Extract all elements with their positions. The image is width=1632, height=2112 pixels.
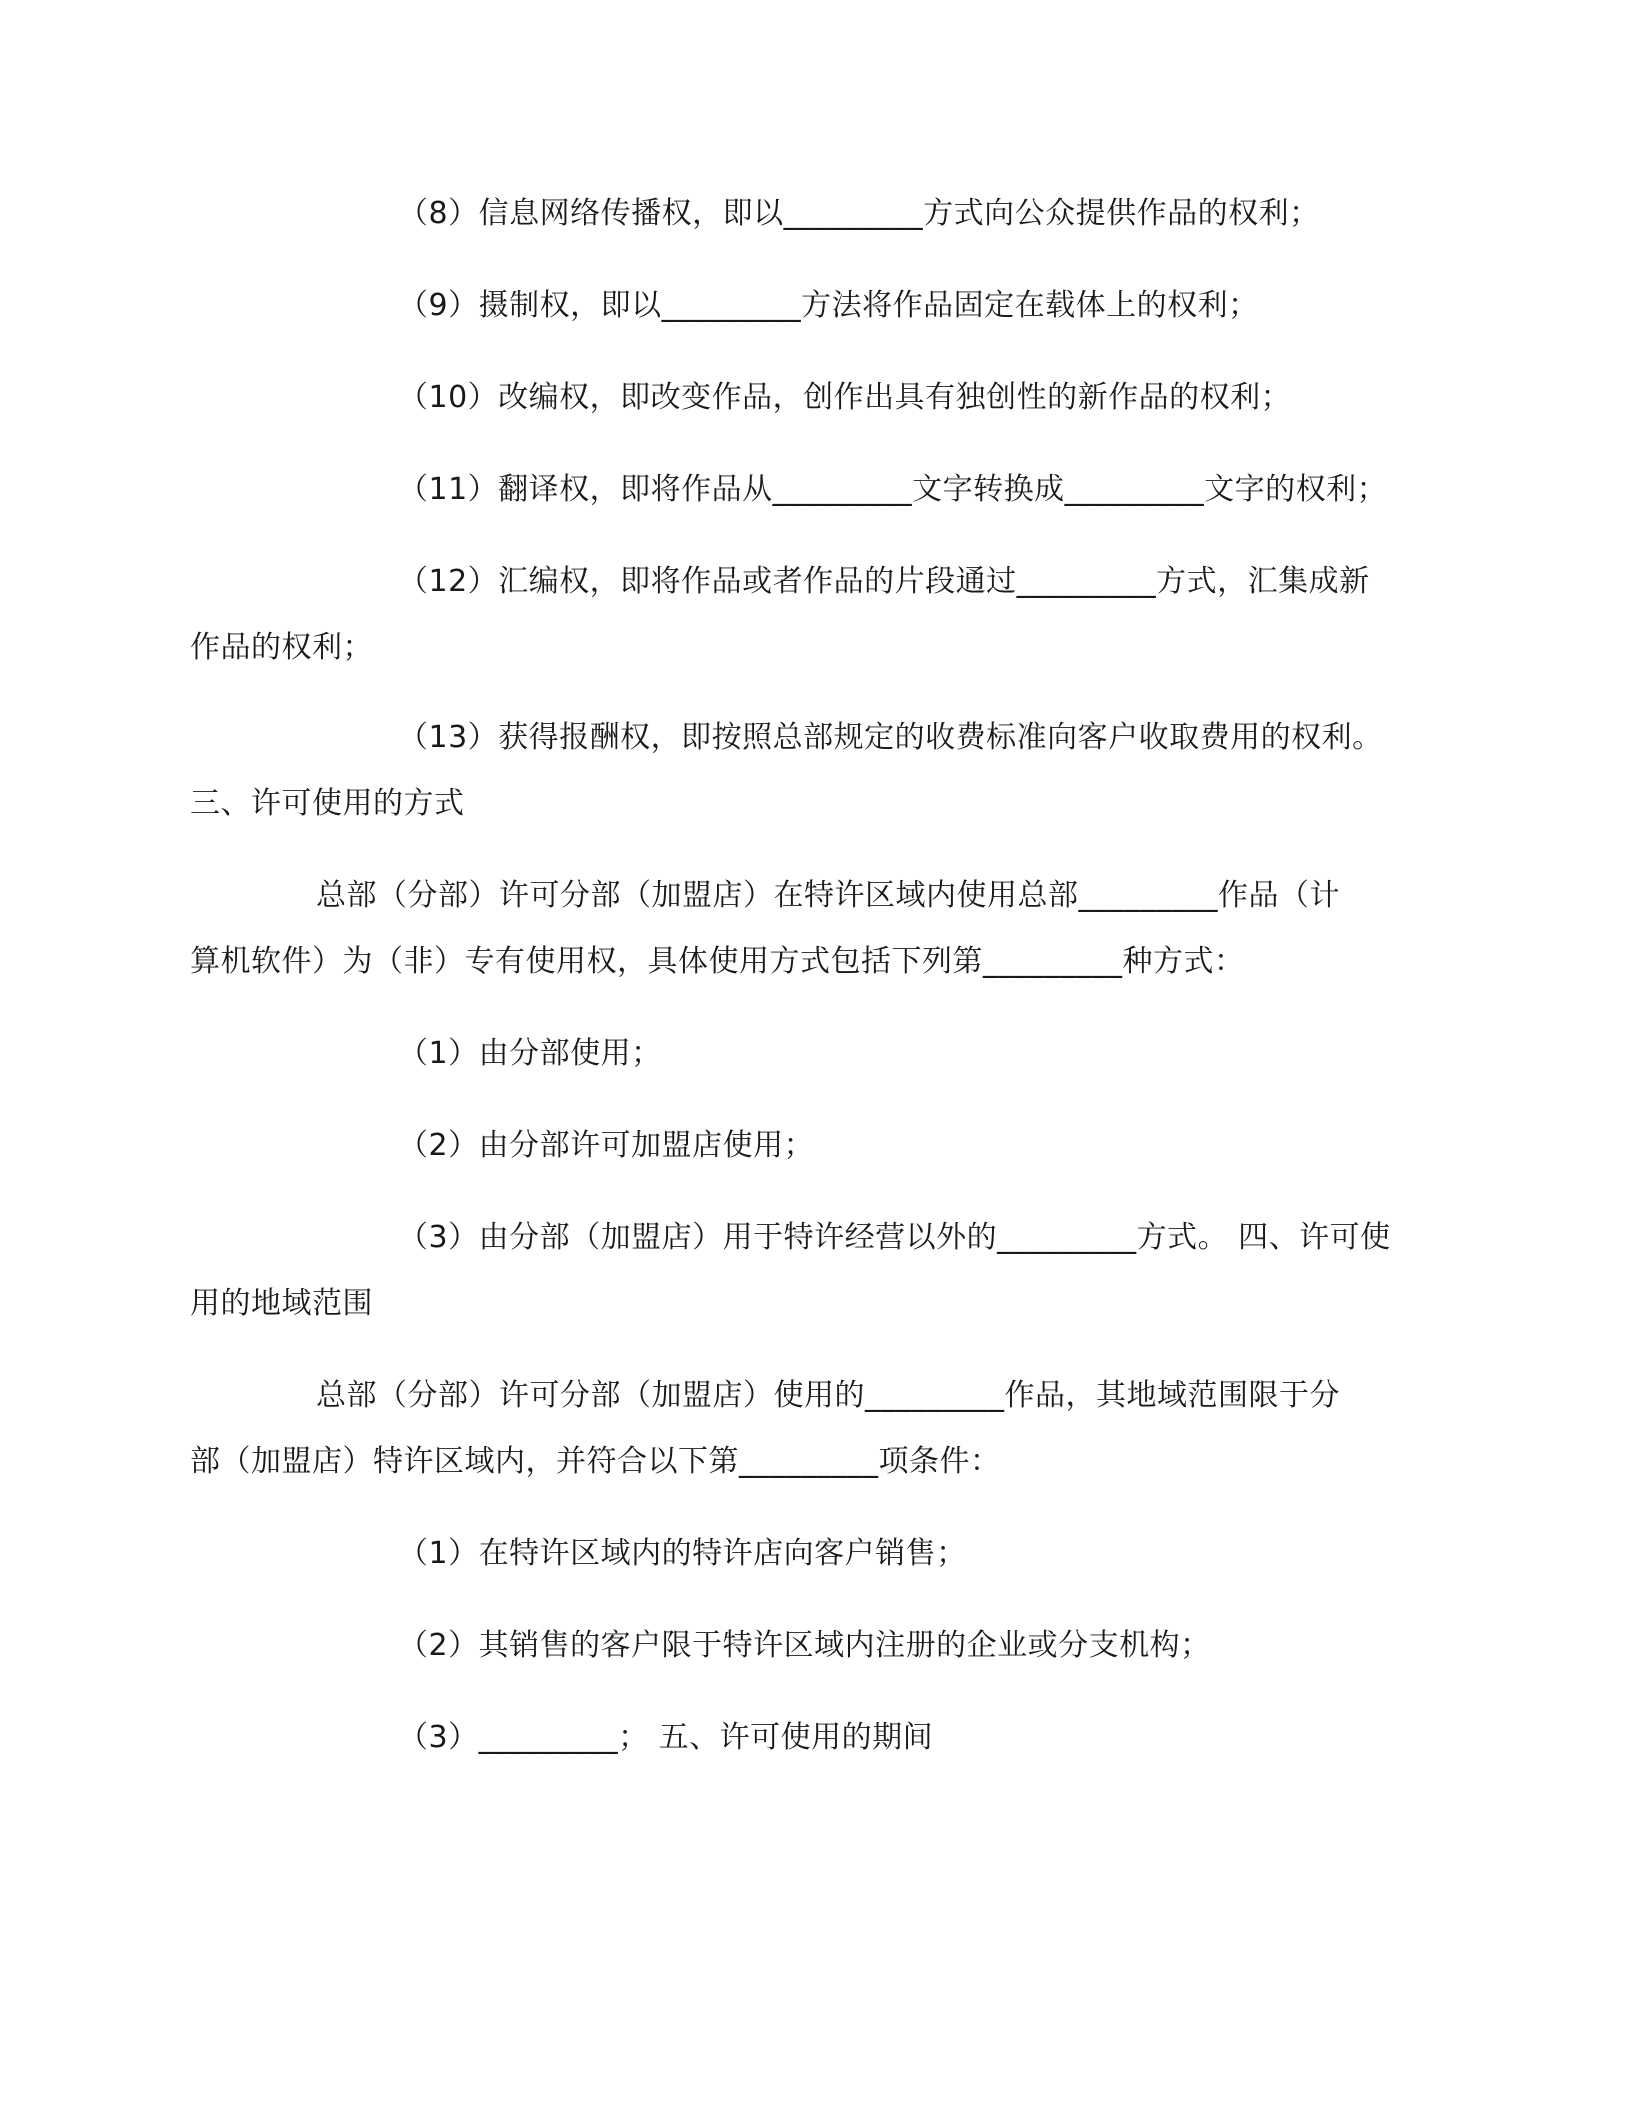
method-2: （2）由分部许可加盟店使用； [398,1128,815,1163]
clause-9-filming-right: （9）摄制权，即以_________方法将作品固定在载体上的权利； [398,288,1259,323]
clause-12-continuation: 作品的权利； [190,630,373,665]
section-4-paragraph: 总部（分部）许可分部（加盟店）使用的_________作品，其地域范围限于分 [316,1378,1340,1413]
method-3-and-section-4-heading: （3）由分部（加盟店）用于特许经营以外的_________方式。 四、许可使 [398,1220,1391,1255]
condition-1: （1）在特许区域内的特许店向客户销售； [398,1536,967,1571]
clause-10-adaptation-right: （10）改编权，即改变作品，创作出具有独创性的新作品的权利； [398,380,1292,415]
method-1: （1）由分部使用； [398,1036,662,1071]
section-3-heading: 三、许可使用的方式 [190,786,465,821]
section-4-heading-continuation: 用的地域范围 [190,1286,373,1321]
condition-3-and-section-5-heading: （3）_________； 五、许可使用的期间 [398,1720,934,1755]
condition-2: （2）其销售的客户限于特许区域内注册的企业或分支机构； [398,1628,1211,1663]
clause-13-remuneration-right: （13）获得报酬权，即按照总部规定的收费标准向客户收取费用的权利。 [398,720,1383,755]
section-3-paragraph-continuation: 算机软件）为（非）专有使用权，具体使用方式包括下列第_________种方式： [190,944,1245,979]
clause-11-translation-right: （11）翻译权，即将作品从_________文字转换成_________文字的权利； [398,472,1388,507]
section-4-paragraph-continuation: 部（加盟店）特许区域内，并符合以下第_________项条件： [190,1444,1001,1479]
clause-12-compilation-right: （12）汇编权，即将作品或者作品的片段通过_________方式，汇集成新 [398,564,1370,599]
section-3-paragraph: 总部（分部）许可分部（加盟店）在特许区域内使用总部_________作品（计 [316,878,1340,913]
clause-8-network-dissemination: （8）信息网络传播权，即以_________方式向公众提供作品的权利； [398,196,1320,231]
